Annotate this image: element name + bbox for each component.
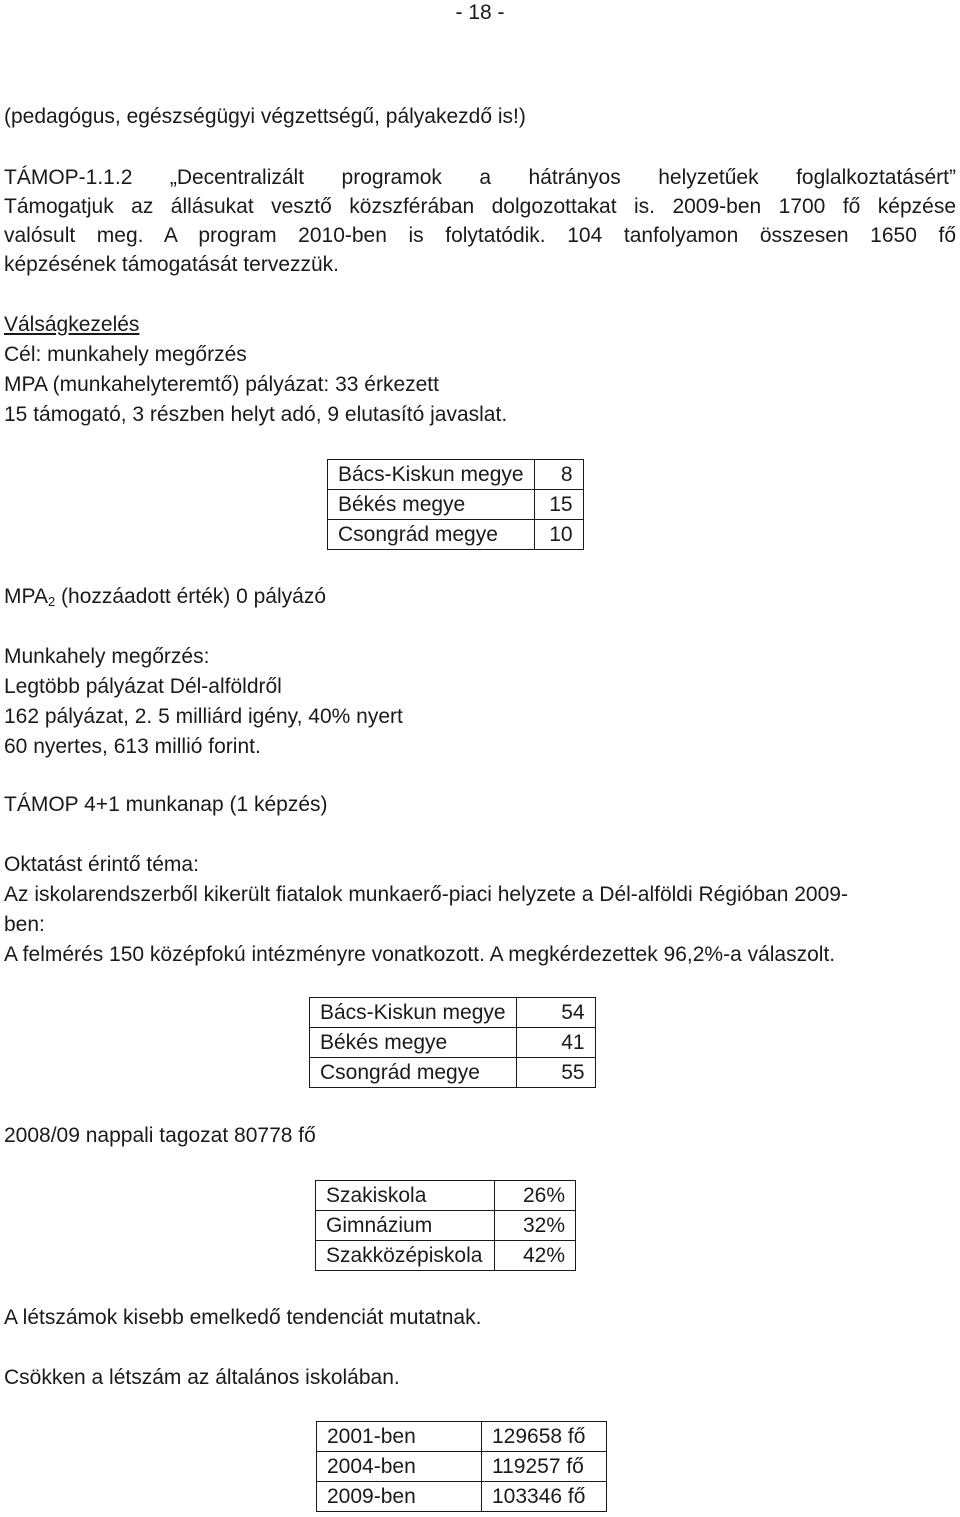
school-type-table xyxy=(315,1180,576,1271)
value-cell: 26% xyxy=(495,1181,576,1211)
tamop-line-4: képzésének támogatását tervezzük. xyxy=(4,253,340,276)
county-table-survey xyxy=(309,997,596,1088)
county-cell: Békés megye xyxy=(310,1028,517,1058)
mpa2-prefix: MPA xyxy=(4,585,48,608)
value-cell: 41 xyxy=(516,1028,595,1058)
tamop41-line: TÁMOP 4+1 munkanap (1 képzés) xyxy=(4,793,328,816)
crisis-mpa: MPA (munkahelyteremtő) pályázat: 33 érkezett xyxy=(4,373,439,396)
tamop-line-3: valósult meg. A program 2010-ben is folytatódik. 104 tanfolyamon összesen 1650 fő xyxy=(4,224,956,247)
county-cell: Bács-Kiskun megye xyxy=(328,460,535,490)
table-row xyxy=(317,1422,607,1452)
county-cell: Csongrád megye xyxy=(328,520,535,550)
job-retention-line-1: Legtöbb pályázat Dél-alföldről xyxy=(4,675,282,698)
value-cell: 32% xyxy=(495,1211,576,1241)
value-cell: 55 xyxy=(516,1058,595,1088)
table-row xyxy=(310,1028,596,1058)
table-row xyxy=(310,1058,596,1088)
job-retention-line-3: 60 nyertes, 613 millió forint. xyxy=(4,735,261,758)
mpa2-line xyxy=(4,584,326,615)
tamop-paragraph xyxy=(4,163,956,279)
county-cell: Békés megye xyxy=(328,490,535,520)
value-cell: 119257 fő xyxy=(482,1452,607,1482)
education-line-1: Az iskolarendszerből kikerült fiatalok munkaerő-piaci helyzete a Dél-alföldi Régióban 2009- xyxy=(4,883,848,906)
value-cell: 10 xyxy=(534,520,583,550)
table-row xyxy=(316,1241,576,1271)
table-row xyxy=(317,1482,607,1512)
trend-line: A létszámok kisebb emelkedő tendenciát mutatnak. xyxy=(4,1306,482,1329)
county-cell: Csongrád megye xyxy=(310,1058,517,1088)
county-table-mpa xyxy=(327,459,584,550)
year-cell: 2009-ben xyxy=(317,1482,482,1512)
decline-line: Csökken a létszám az általános iskolában. xyxy=(4,1366,400,1389)
table-row xyxy=(310,998,596,1028)
value-cell: 42% xyxy=(495,1241,576,1271)
value-cell: 15 xyxy=(534,490,583,520)
table-row xyxy=(316,1181,576,1211)
value-cell: 103346 fő xyxy=(482,1482,607,1512)
year-cell: 2004-ben xyxy=(317,1452,482,1482)
job-retention-line-2: 162 pályázat, 2. 5 milliárd igény, 40% nyert xyxy=(4,705,403,728)
county-cell: Bács-Kiskun megye xyxy=(310,998,517,1028)
school-cell: Szakközépiskola xyxy=(316,1241,495,1271)
job-retention-heading: Munkahely megőrzés: xyxy=(4,645,210,668)
school-cell: Gimnázium xyxy=(316,1211,495,1241)
value-cell: 129658 fő xyxy=(482,1422,607,1452)
value-cell: 54 xyxy=(516,998,595,1028)
value-cell: 8 xyxy=(534,460,583,490)
day-students-line: 2008/09 nappali tagozat 80778 fő xyxy=(4,1124,316,1147)
education-heading: Oktatást érintő téma: xyxy=(4,853,199,876)
enrollment-table xyxy=(316,1421,607,1512)
education-line-3: A felmérés 150 középfokú intézményre vonatkozott. A megkérdezettek 96,2%-a válaszolt. xyxy=(4,943,836,966)
table-row xyxy=(328,490,584,520)
crisis-heading: Válságkezelés xyxy=(4,313,140,336)
education-line-2: ben: xyxy=(4,913,45,936)
mpa2-subscript: 2 xyxy=(47,594,56,609)
table-row xyxy=(317,1452,607,1482)
crisis-result: 15 támogató, 3 részben helyt adó, 9 elutasító javaslat. xyxy=(4,403,508,426)
school-cell: Szakiskola xyxy=(316,1181,495,1211)
table-row xyxy=(328,460,584,490)
tamop-line-2: Támogatjuk az állásukat vesztő közszférában dolgozottakat is. 2009-ben 1700 fő képzése xyxy=(4,195,956,218)
page-number: - 18 - xyxy=(455,1,505,24)
year-cell: 2001-ben xyxy=(317,1422,482,1452)
crisis-goal: Cél: munkahely megőrzés xyxy=(4,343,247,366)
mpa2-rest: (hozzáadott érték) 0 pályázó xyxy=(55,585,327,608)
table-row xyxy=(316,1211,576,1241)
table-row xyxy=(328,520,584,550)
tamop-line-1: TÁMOP-1.1.2 „Decentralizált programok a hátrányos helyzetűek foglalkoztatásért” xyxy=(4,166,956,189)
intro-line: (pedagógus, egészségügyi végzettségű, pályakezdő is!) xyxy=(4,105,526,128)
